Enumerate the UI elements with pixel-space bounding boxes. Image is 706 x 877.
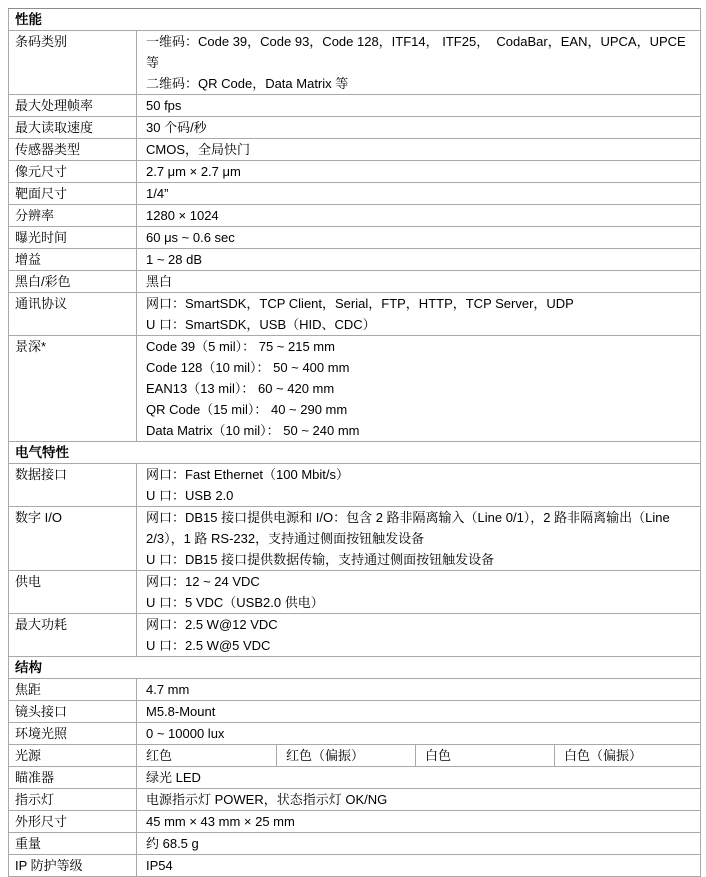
spec-value	[137, 833, 701, 855]
spec-value-line: 4.7 mm	[146, 682, 190, 697]
spec-row	[9, 507, 701, 571]
spec-label: 重量	[9, 833, 137, 855]
spec-value-line: 黑白	[146, 274, 173, 289]
spec-value-line: 网口：12 ~ 24 VDC	[146, 574, 260, 589]
spec-label: 最大功耗	[9, 614, 137, 657]
spec-value-line: 45 mm × 43 mm × 25 mm	[146, 814, 295, 829]
section-header: 电气特性	[9, 442, 701, 464]
spec-value	[137, 767, 701, 789]
spec-row	[9, 833, 701, 855]
spec-label: 靶面尺寸	[9, 183, 137, 205]
spec-value-line: CMOS，全局快门	[146, 142, 251, 157]
light-source-option: 红色	[146, 748, 173, 763]
spec-value-line: Data Matrix（10 mil）： 50 ~ 240 mm	[146, 423, 360, 438]
spec-value	[137, 31, 701, 95]
spec-value-line: QR Code（15 mil）： 40 ~ 290 mm	[146, 402, 348, 417]
spec-value	[137, 293, 701, 336]
spec-value	[137, 855, 701, 877]
spec-label: 镜头接口	[9, 701, 137, 723]
spec-value-line: 网口：DB15 接口提供电源和 I/O：包含 2 路非隔离输入（Line 0/1），2 路非隔离输出（Line 2/3），1 路 RS-232，支持通过侧面按钮触发设备	[146, 510, 674, 546]
spec-value	[137, 464, 701, 507]
spec-row	[9, 571, 701, 614]
spec-label: 增益	[9, 249, 137, 271]
spec-value	[137, 679, 701, 701]
spec-row	[9, 139, 701, 161]
spec-value-line: 网口：2.5 W@12 VDC	[146, 617, 278, 632]
spec-value-line: Code 39（5 mil）： 75 ~ 215 mm	[146, 339, 335, 354]
spec-label: 外形尺寸	[9, 811, 137, 833]
light-source-options	[137, 745, 700, 766]
spec-value-line: 30 个码/秒	[146, 120, 207, 135]
spec-row	[9, 227, 701, 249]
spec-value-line: Code 128（10 mil）： 50 ~ 400 mm	[146, 360, 350, 375]
spec-row	[9, 679, 701, 701]
spec-value-line: 1/4”	[146, 186, 169, 201]
spec-value	[137, 249, 701, 271]
spec-row	[9, 293, 701, 336]
spec-label: 像元尺寸	[9, 161, 137, 183]
light-source-option: 白色	[415, 745, 554, 766]
spec-value-line: 网口：Fast Ethernet（100 Mbit/s）	[146, 467, 350, 482]
spec-row	[9, 183, 701, 205]
spec-row	[9, 701, 701, 723]
spec-value	[137, 789, 701, 811]
spec-label: 最大读取速度	[9, 117, 137, 139]
spec-value-line: 电源指示灯 POWER，状态指示灯 OK/NG	[146, 792, 388, 807]
spec-row	[9, 271, 701, 293]
spec-label: 最大处理帧率	[9, 95, 137, 117]
spec-row	[9, 855, 701, 877]
spec-label: 焦距	[9, 679, 137, 701]
spec-value-line: U 口：2.5 W@5 VDC	[146, 638, 271, 653]
spec-value-line: 1 ~ 28 dB	[146, 252, 203, 267]
spec-row	[9, 205, 701, 227]
section-header: 结构	[9, 657, 701, 679]
spec-value-line: 约 68.5 g	[146, 836, 199, 851]
spec-value	[137, 205, 701, 227]
spec-row	[9, 723, 701, 745]
spec-value	[137, 95, 701, 117]
spec-row	[9, 767, 701, 789]
spec-value-line: 2.7 μm × 2.7 μm	[146, 164, 241, 179]
spec-value-line: 0 ~ 10000 lux	[146, 726, 225, 741]
spec-label: 指示灯	[9, 789, 137, 811]
spec-value	[137, 701, 701, 723]
spec-value-line: M5.8-Mount	[146, 704, 216, 719]
light-source-option: 白色（偏振）	[554, 745, 700, 766]
spec-value-line: 一维码：Code 39，Code 93，Code 128，ITF14， ITF25， CodaBar，EAN，UPCA，UPCE 等	[146, 34, 690, 70]
section-header: 性能	[9, 9, 701, 31]
spec-value	[137, 336, 701, 442]
spec-row	[9, 249, 701, 271]
spec-label: 曝光时间	[9, 227, 137, 249]
spec-label: 传感器类型	[9, 139, 137, 161]
spec-row	[9, 117, 701, 139]
light-source-option: 红色（偏振）	[276, 745, 415, 766]
spec-value	[137, 271, 701, 293]
spec-row	[9, 614, 701, 657]
spec-value	[137, 614, 701, 657]
spec-label: 供电	[9, 571, 137, 614]
spec-value-line: U 口：DB15 接口提供数据传输，支持通过侧面按钮触发设备	[146, 552, 495, 567]
spec-row	[9, 161, 701, 183]
spec-label: 数据接口	[9, 464, 137, 507]
spec-row	[9, 789, 701, 811]
spec-value	[137, 811, 701, 833]
spec-value	[137, 227, 701, 249]
spec-value-line: 1280 × 1024	[146, 208, 219, 223]
spec-row	[9, 745, 701, 767]
spec-value-line: U 口：SmartSDK，USB（HID、CDC）	[146, 317, 376, 332]
spec-label: 瞄准器	[9, 767, 137, 789]
section-row	[9, 657, 701, 679]
spec-value	[137, 183, 701, 205]
spec-label: 条码类别	[9, 31, 137, 95]
spec-value-line: 绿光 LED	[146, 770, 201, 785]
spec-value-line: 50 fps	[146, 98, 182, 113]
spec-label: 环境光照	[9, 723, 137, 745]
spec-value-line: 网口：SmartSDK，TCP Client，Serial，FTP，HTTP，TCP Server，UDP	[146, 296, 574, 311]
spec-row	[9, 811, 701, 833]
spec-label: 景深*	[9, 336, 137, 442]
spec-label: 黑白/彩色	[9, 271, 137, 293]
spec-value	[137, 723, 701, 745]
spec-row	[9, 464, 701, 507]
spec-row	[9, 95, 701, 117]
section-row	[9, 9, 701, 31]
spec-row	[9, 31, 701, 95]
spec-value-line: 60 μs ~ 0.6 sec	[146, 230, 235, 245]
spec-value	[137, 161, 701, 183]
spec-value-line: EAN13（13 mil）： 60 ~ 420 mm	[146, 381, 335, 396]
spec-label: 通讯协议	[9, 293, 137, 336]
spec-label: 分辨率	[9, 205, 137, 227]
spec-table	[8, 8, 701, 877]
spec-value	[137, 117, 701, 139]
spec-label: IP 防护等级	[9, 855, 137, 877]
spec-label: 数字 I/O	[9, 507, 137, 571]
spec-table-body	[9, 9, 701, 877]
spec-value-line: U 口：5 VDC（USB2.0 供电）	[146, 595, 324, 610]
spec-value-line: U 口：USB 2.0	[146, 488, 234, 503]
spec-value	[137, 139, 701, 161]
spec-value-line: 二维码：QR Code，Data Matrix 等	[146, 76, 349, 91]
spec-value	[137, 507, 701, 571]
spec-value	[137, 745, 701, 767]
section-row	[9, 442, 701, 464]
spec-value-line: IP54	[146, 858, 173, 873]
spec-row	[9, 336, 701, 442]
spec-label: 光源	[9, 745, 137, 767]
spec-value	[137, 571, 701, 614]
